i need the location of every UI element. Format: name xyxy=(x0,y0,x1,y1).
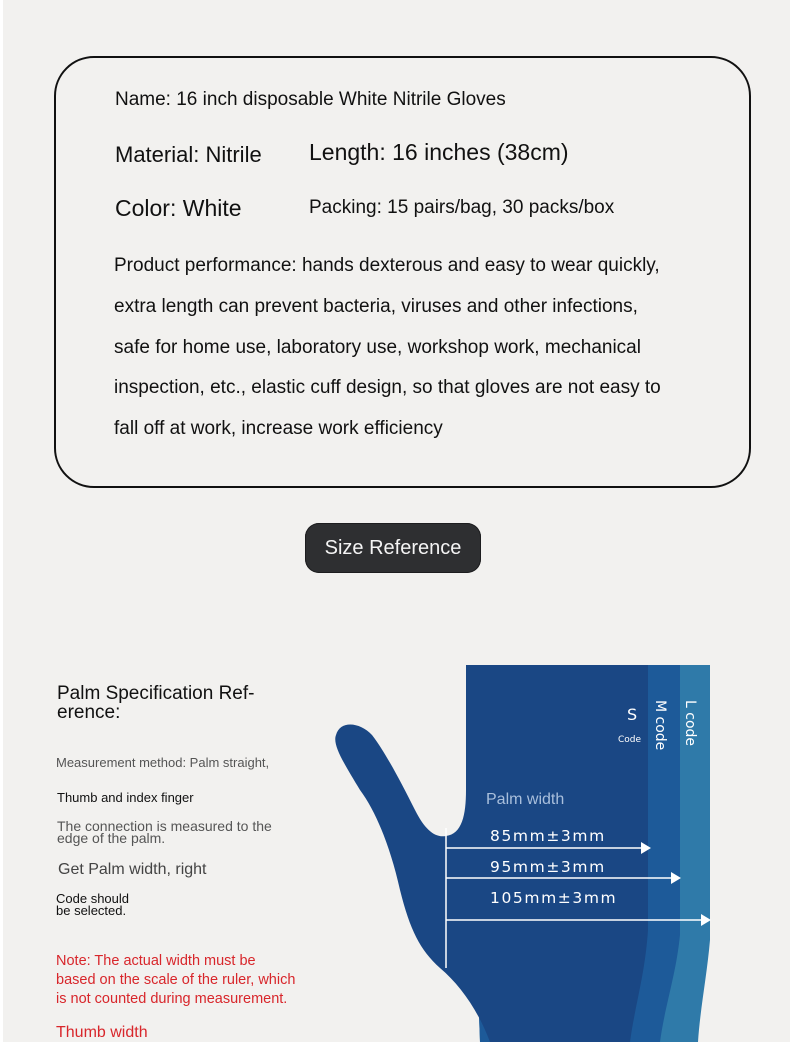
size-reference-button[interactable]: Size Reference xyxy=(305,523,481,573)
palm-width-label: Palm width xyxy=(486,791,565,808)
performance-line: inspection, etc., elastic cuff design, so that gloves are not easy to xyxy=(114,377,661,399)
performance-line: safe for home use, laboratory use, workshop work, mechanical xyxy=(114,336,641,358)
l-width-label: 105mm±3mm xyxy=(490,889,618,907)
thumb-width-label: Thumb width xyxy=(56,1024,148,1041)
performance-line: fall off at work, increase work efficiency xyxy=(114,418,443,440)
note-line: Note: The actual width must be xyxy=(56,953,256,969)
thumb-index-text: Thumb and index finger xyxy=(57,790,194,805)
palm-spec-title-line: erence: xyxy=(57,702,121,723)
s-width-label: 85mm±3mm xyxy=(490,827,606,845)
performance-line: Product performance: hands dexterous and easy to wear quickly, xyxy=(114,255,660,276)
code-line: Code should xyxy=(56,891,129,906)
product-color: Color: White xyxy=(115,195,242,221)
product-material: Material: Nitrile xyxy=(115,142,262,167)
m-width-label: 95mm±3mm xyxy=(490,858,606,876)
product-length: Length: 16 inches (38cm) xyxy=(309,139,569,165)
product-packing: Packing: 15 pairs/bag, 30 packs/box xyxy=(309,197,615,218)
palm-spec-title-line: Palm Specification Ref- xyxy=(57,683,255,704)
code-line: be selected. xyxy=(56,903,127,918)
m-code-label: M code xyxy=(652,700,668,751)
connection-line: edge of the palm. xyxy=(57,830,166,846)
measurement-method: Measurement method: Palm straight, xyxy=(56,755,270,770)
note-line: based on the scale of the ruler, which xyxy=(56,972,296,988)
performance-line: extra length can prevent bacteria, viruses and other infections, xyxy=(114,295,638,317)
connection-line: The connection is measured to the xyxy=(57,818,272,834)
s-size-label: S xyxy=(627,705,638,724)
hand-shape-icon xyxy=(335,665,648,1042)
note-line: is not counted during measurement. xyxy=(56,991,288,1007)
product-name: Name: 16 inch disposable White Nitrile Gloves xyxy=(115,89,506,110)
s-code-label: Code xyxy=(618,735,642,745)
l-code-label: L code xyxy=(682,700,698,747)
get-palm-text: Get Palm width, right xyxy=(58,861,207,878)
